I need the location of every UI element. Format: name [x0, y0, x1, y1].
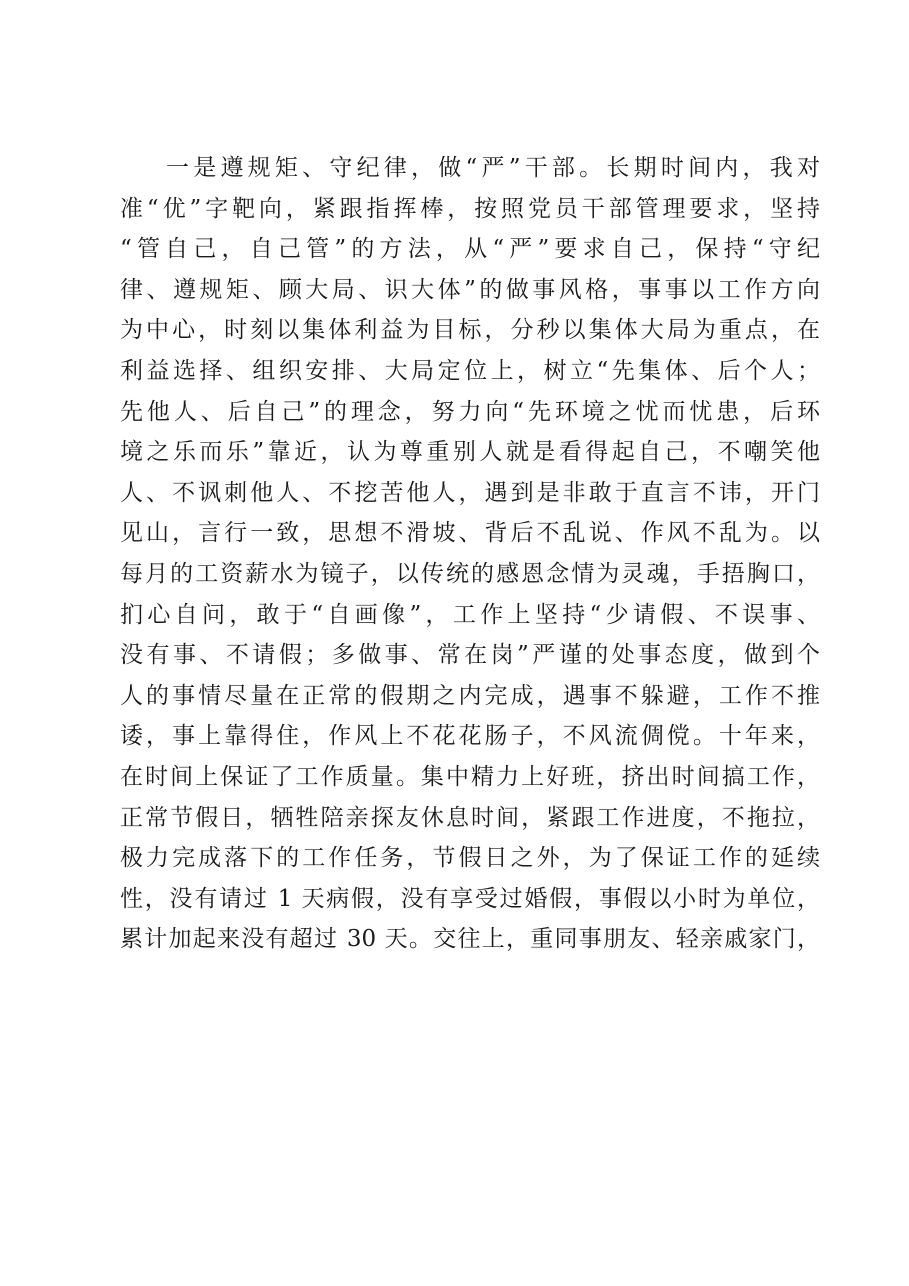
- body-paragraph: [120, 148, 820, 960]
- paragraph-line: 性，没有请过 1 天病假，没有享受过婚假，事假以小时为单位，: [120, 885, 820, 912]
- paragraph-line: 为中心，时刻以集体利益为目标，分秒以集体大局为重点，在: [120, 317, 820, 344]
- paragraph-line: 诿，事上靠得住，作风上不花花肠子，不风流倜傥。十年来，: [120, 723, 820, 750]
- paragraph-line: 准“优”字靶向，紧跟指挥棒，按照党员干部管理要求，坚持: [120, 195, 820, 222]
- paragraph-line: 一是遵规矩、守纪律，做“严”干部。长期时间内，我对: [166, 155, 820, 181]
- paragraph-line: 律、遵规矩、顾大局、识大体”的做事风格，事事以工作方向: [120, 276, 820, 303]
- paragraph-line: 利益选择、组织安排、大局定位上，树立“先集体、后个人；: [120, 357, 820, 384]
- paragraph-line: 在时间上保证了工作质量。集中精力上好班，挤出时间搞工作，: [120, 763, 820, 790]
- paragraph-line: 人、不讽刺他人、不挖苦他人，遇到是非敢于直言不讳，开门: [120, 479, 820, 506]
- paragraph-line: 境之乐而乐”靠近，认为尊重别人就是看得起自己，不嘲笑他: [120, 439, 820, 466]
- paragraph-line: “管自己，自己管”的方法，从“严”要求自己，保持“守纪: [120, 236, 820, 263]
- paragraph-line: 每月的工资薪水为镜子，以传统的感恩念情为灵魂，手捂胸口，: [120, 560, 820, 587]
- paragraph-line: 没有事、不请假；多做事、常在岗”严谨的处事态度，做到个: [120, 642, 820, 669]
- paragraph-line: 扪心自问，敢于“自画像”，工作上坚持“少请假、不误事、: [120, 601, 820, 628]
- paragraph-line: 先他人、后自己”的理念，努力向“先环境之忧而忧患，后环: [120, 398, 820, 425]
- paragraph-line: 累计加起来没有超过 30 天。交往上，重同事朋友、轻亲戚家门，: [120, 926, 820, 953]
- paragraph-line: 见山，言行一致，思想不滑坡、背后不乱说、作风不乱为。以: [120, 520, 820, 547]
- paragraph-line: 正常节假日，牺牲陪亲探友休息时间，紧跟工作进度，不拖拉，: [120, 804, 820, 831]
- paragraph-line: 极力完成落下的工作任务，节假日之外，为了保证工作的延续: [120, 845, 820, 872]
- paragraph-line: 人的事情尽量在正常的假期之内完成，遇事不躲避，工作不推: [120, 682, 820, 709]
